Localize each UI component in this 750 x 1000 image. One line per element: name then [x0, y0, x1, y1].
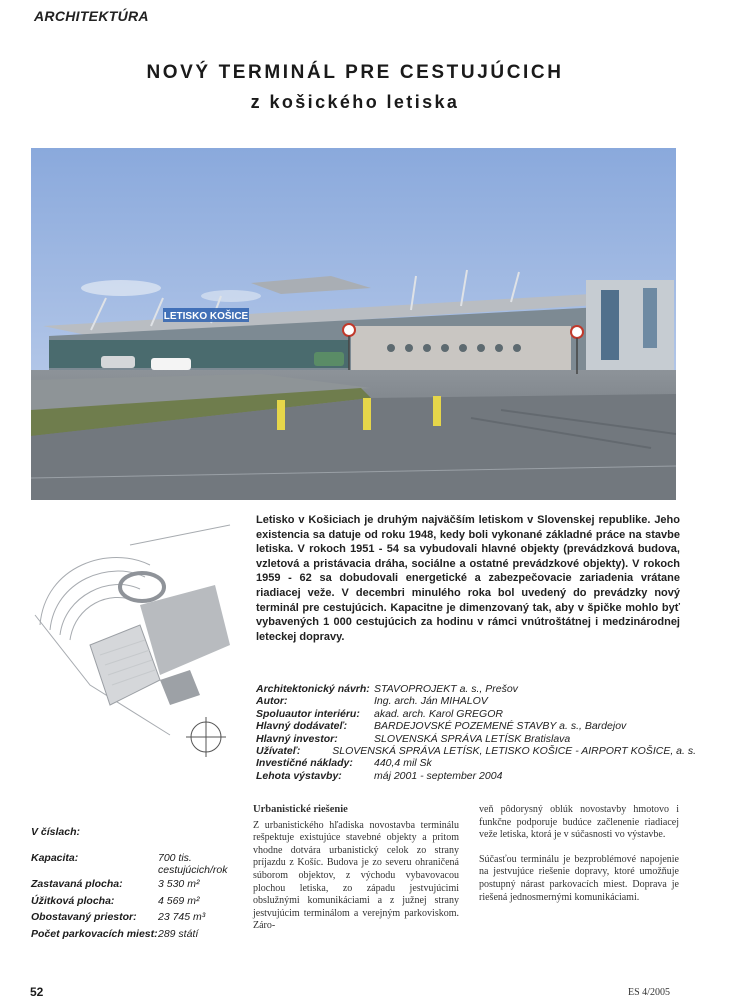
stat-label: Počet parkovacích miest: [31, 927, 158, 940]
stat-label: Kapacita: [31, 852, 79, 864]
credit-label: Spoluautor interiéru: [256, 707, 360, 720]
page-number: 52 [30, 985, 44, 999]
credit-value: STAVOPROJEKT a. s., Prešov [374, 683, 518, 695]
stat-row [31, 909, 251, 926]
credit-row [256, 720, 696, 732]
article-column-2 [479, 804, 679, 904]
credit-value: SLOVENSKÁ SPRÁVA LETÍSK, LETISKO KOŠICE - AIRPORT KOŠICE, a. s. [332, 744, 696, 757]
stats-box [31, 826, 251, 942]
credit-row [256, 683, 696, 695]
stat-row [31, 893, 251, 910]
credit-row [256, 745, 696, 757]
stat-value: 3 530 m² [158, 878, 200, 890]
credit-label: Užívateľ: [256, 744, 301, 757]
article-column-1 [253, 804, 459, 933]
credit-label: Investičné náklady: [256, 757, 353, 770]
stat-label: Zastavaná plocha: [31, 878, 123, 890]
article-paragraph: veň pôdorysný oblúk novostavby hmotovo i funkčne podporuje budúce začlenenie riadiacej veže letiska, ktorá je v súčasnosti vo výstavbe. [479, 804, 679, 841]
credit-label: Hlavný dodávateľ: [256, 720, 348, 733]
stat-label: Úžitková plocha: [31, 894, 115, 907]
stat-label: Obostavaný priestor: [31, 911, 137, 923]
article-paragraph: Z urbanistického hľadiska novostavba terminálu rešpektuje existujúce stavebné objekty a pritom vhodne dotvára urbanistický celok zo strany príjazdu z Košíc. Budova je zo severu ohraničená súborom objektov, z východu vybavovacou plochou letiska, zo západu jestvujúcimi obslužnými komunikáciami a z južnej strany jestvujúcim terminálom a verejným parkoviskom. Záro- [253, 819, 459, 932]
article-title: NOVÝ TERMINÁL PRE CESTUJÚCICH [146, 62, 564, 83]
stat-value: 4 569 m² [158, 894, 200, 907]
credit-label: Architektonický návrh: [256, 683, 370, 695]
issue-label: ES 4/2005 [628, 987, 670, 998]
article-paragraph: Súčasťou terminálu je bezproblémové napojenie na jestvujúce riešenie dopravy, ktoré umožňuje postupný nárast parkovacích miest. Doprava je riešená jednosmernými komunikáciami. [479, 853, 679, 903]
credit-value: 440,4 mil Sk [374, 757, 432, 770]
site-plan-illustration [30, 505, 245, 765]
stat-value: 23 745 m³ [158, 911, 206, 923]
credit-label: Autor: [256, 695, 288, 708]
section-tag: ARCHITEKTÚRA [34, 8, 149, 24]
credit-row [256, 770, 696, 782]
stat-value: 700 tis. cestujúcich/rok [158, 852, 228, 876]
credit-value: BARDEJOVSKÉ POZEMENÉ STAVBY a. s., Bardejov [374, 720, 627, 733]
credit-row [256, 733, 696, 745]
stat-row [31, 926, 251, 943]
terminal-photo [31, 148, 676, 500]
article-subtitle: z košického letiska [250, 92, 460, 112]
credit-row [256, 708, 696, 720]
credit-label: Lehota výstavby: [256, 769, 342, 782]
stat-row [31, 876, 251, 893]
credit-value: Ing. arch. Ján MIHALOV [374, 695, 488, 708]
stat-value: 289 státí [158, 927, 199, 940]
terminal-photo-illustration [31, 148, 676, 500]
stats-heading: V číslach: [31, 826, 81, 838]
credit-row [256, 695, 696, 707]
credit-value: máj 2001 - september 2004 [374, 769, 503, 782]
credit-label: Hlavný investor: [256, 732, 338, 745]
stat-row [31, 850, 251, 876]
project-credits [256, 683, 696, 782]
credit-value: akad. arch. Karol GREGOR [374, 707, 503, 720]
article-subheading: Urbanistické riešenie [253, 804, 348, 815]
lead-paragraph: Letisko v Košiciach je druhým najväčším letiskom v Slovenskej republike. Jeho existencia sa datuje od roku 1948, kedy boli vykonané základné práce na stavbe letiska. V rokoch 1951 - 54 sa vybudovali hlavné objekty (prevádzková budova, vzletová a pristávacia dráha, sociálne a ostatné prevádzkové objekty). V rokoch 1959 - 62 sa dobudovali energetické a zabezpečovacie zariadenia vrátane riadiacej veže. V decembri minulého roka bol uvedený do prevádzky nový terminál pre cestujúcich. Kapacitne je dimenzovaný tak, aby v špičke mohlo byť vybavených 1 000 cestujúcich za hodinu v rámci vnútroštátnej i medzinárodnej leteckej dopravy. [256, 514, 680, 643]
letisko-sign: LETISKO KOŠICE [163, 311, 249, 322]
credit-row [256, 757, 696, 769]
credit-value: SLOVENSKÁ SPRÁVA LETÍSK Bratislava [374, 732, 571, 745]
